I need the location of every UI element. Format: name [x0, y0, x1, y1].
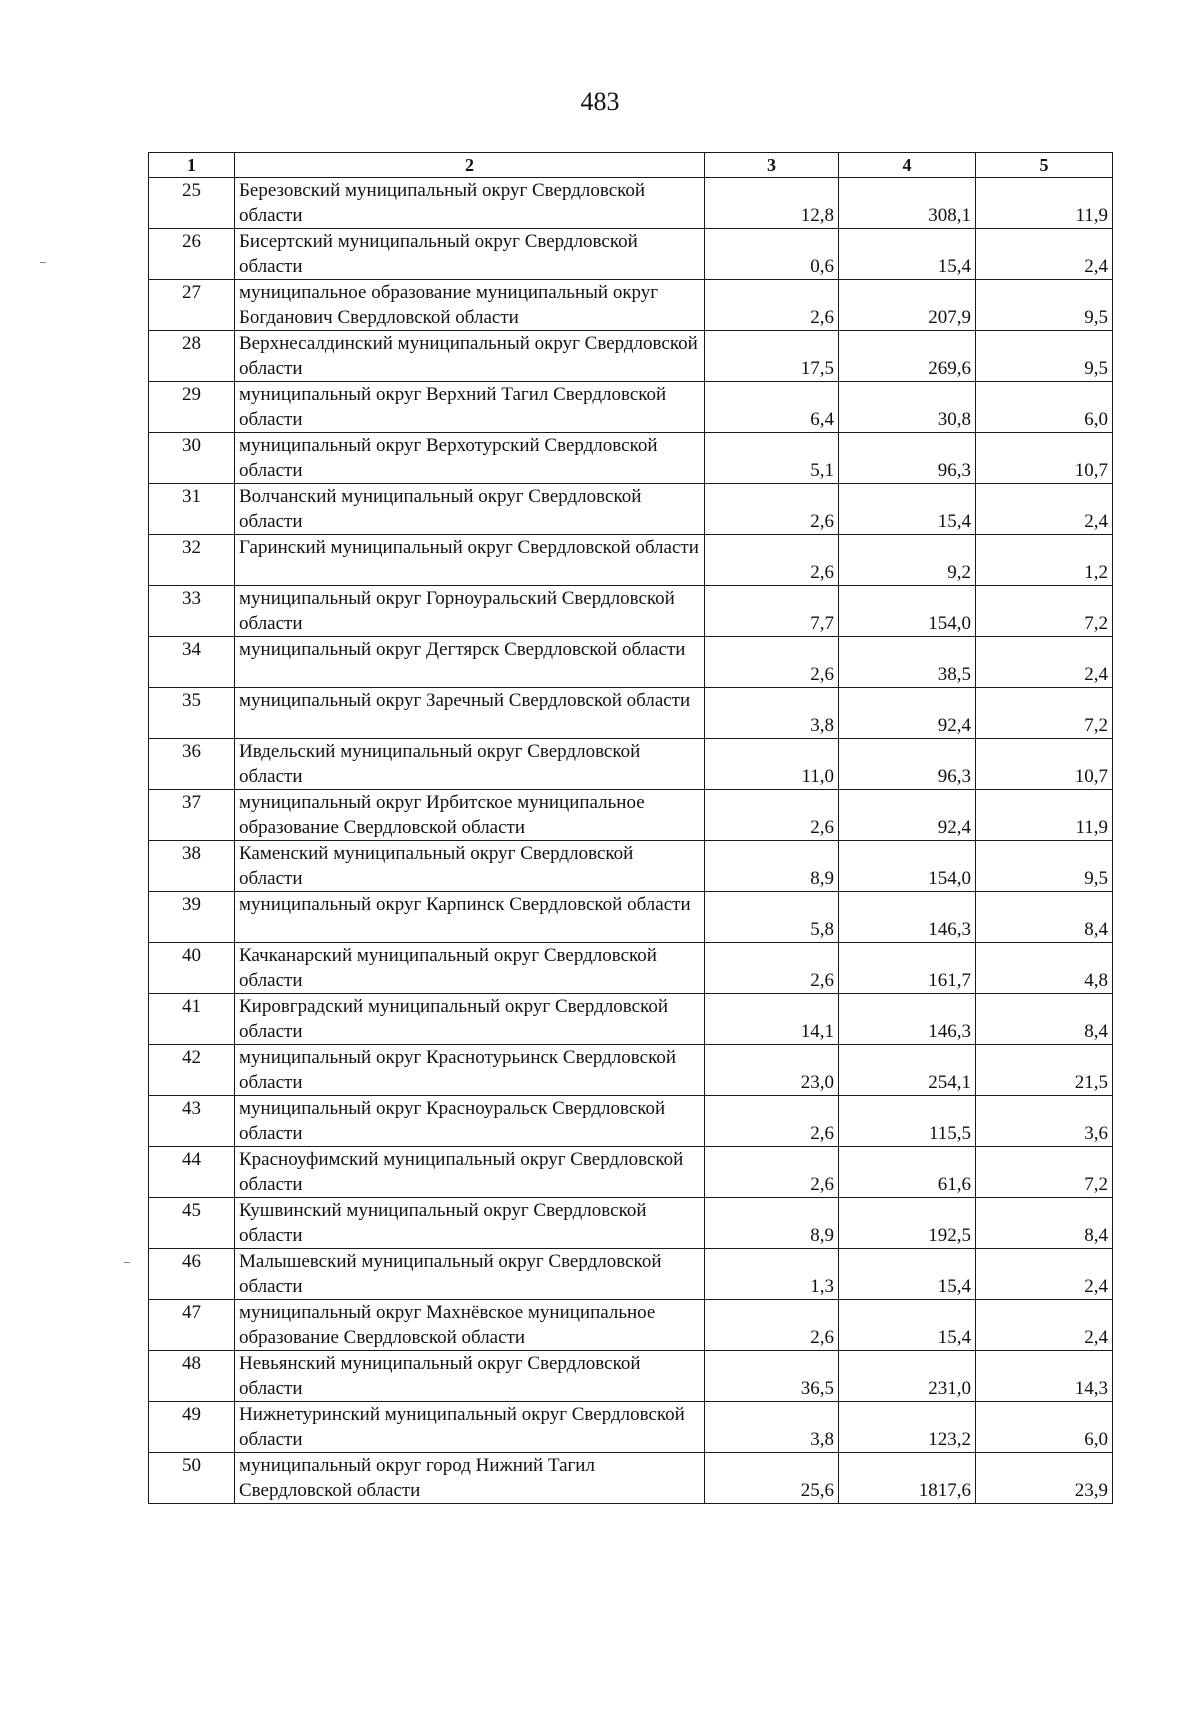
table-row: [149, 841, 1113, 892]
column-4-value-cell: 154,0: [839, 586, 976, 637]
column-4-value-cell: 15,4: [839, 1249, 976, 1300]
table-row: [149, 1453, 1113, 1504]
row-number-cell: 38: [149, 841, 235, 892]
row-number-cell: 41: [149, 994, 235, 1045]
scan-mark: [124, 1262, 130, 1263]
municipality-name-cell: Верхнесалдинский муниципальный округ Свердловской области: [235, 331, 705, 382]
column-4-value-cell: 146,3: [839, 994, 976, 1045]
row-number-cell: 34: [149, 637, 235, 688]
column-3-value-cell: 11,0: [705, 739, 839, 790]
column-5-value-cell: 7,2: [976, 586, 1113, 637]
column-3-value-cell: 7,7: [705, 586, 839, 637]
column-4-value-cell: 146,3: [839, 892, 976, 943]
table-row: [149, 178, 1113, 229]
row-number-cell: 27: [149, 280, 235, 331]
column-4-value-cell: 9,2: [839, 535, 976, 586]
municipality-name-cell: Качканарский муниципальный округ Свердловской области: [235, 943, 705, 994]
table-row: [149, 1300, 1113, 1351]
row-number-cell: 49: [149, 1402, 235, 1453]
column-header: 1: [149, 153, 235, 178]
row-number-cell: 42: [149, 1045, 235, 1096]
column-5-value-cell: 2,4: [976, 1249, 1113, 1300]
column-5-value-cell: 6,0: [976, 1402, 1113, 1453]
column-3-value-cell: 2,6: [705, 1300, 839, 1351]
column-4-value-cell: 161,7: [839, 943, 976, 994]
data-table: [148, 152, 1113, 1504]
municipality-name-cell: муниципальный округ Красноуральск Свердловской области: [235, 1096, 705, 1147]
column-5-value-cell: 14,3: [976, 1351, 1113, 1402]
column-3-value-cell: 2,6: [705, 280, 839, 331]
column-3-value-cell: 23,0: [705, 1045, 839, 1096]
column-5-value-cell: 7,2: [976, 688, 1113, 739]
column-3-value-cell: 8,9: [705, 1198, 839, 1249]
column-4-value-cell: 15,4: [839, 484, 976, 535]
municipality-name-cell: муниципальный округ Заречный Свердловской области: [235, 688, 705, 739]
column-3-value-cell: 1,3: [705, 1249, 839, 1300]
column-4-value-cell: 115,5: [839, 1096, 976, 1147]
municipality-name-cell: Ивдельский муниципальный округ Свердловской области: [235, 739, 705, 790]
header-row: [149, 153, 1113, 178]
municipality-name-cell: Красноуфимский муниципальный округ Свердловской области: [235, 1147, 705, 1198]
column-5-value-cell: 8,4: [976, 1198, 1113, 1249]
row-number-cell: 26: [149, 229, 235, 280]
row-number-cell: 25: [149, 178, 235, 229]
row-number-cell: 36: [149, 739, 235, 790]
municipality-name-cell: муниципальный округ Ирбитское муниципальное образование Свердловской области: [235, 790, 705, 841]
column-3-value-cell: 17,5: [705, 331, 839, 382]
column-5-value-cell: 2,4: [976, 484, 1113, 535]
column-3-value-cell: 12,8: [705, 178, 839, 229]
municipality-name-cell: Кушвинский муниципальный округ Свердловской области: [235, 1198, 705, 1249]
column-5-value-cell: 8,4: [976, 892, 1113, 943]
row-number-cell: 43: [149, 1096, 235, 1147]
municipality-name-cell: муниципальный округ Дегтярск Свердловской области: [235, 637, 705, 688]
column-5-value-cell: 2,4: [976, 1300, 1113, 1351]
column-3-value-cell: 3,8: [705, 688, 839, 739]
table-row: [149, 994, 1113, 1045]
column-3-value-cell: 2,6: [705, 535, 839, 586]
table-row: [149, 484, 1113, 535]
table-row: [149, 1249, 1113, 1300]
column-4-value-cell: 154,0: [839, 841, 976, 892]
column-3-value-cell: 8,9: [705, 841, 839, 892]
row-number-cell: 45: [149, 1198, 235, 1249]
row-number-cell: 39: [149, 892, 235, 943]
row-number-cell: 37: [149, 790, 235, 841]
column-4-value-cell: 61,6: [839, 1147, 976, 1198]
municipality-name-cell: муниципальный округ Краснотурьинск Свердловской области: [235, 1045, 705, 1096]
row-number-cell: 32: [149, 535, 235, 586]
table-row: [149, 688, 1113, 739]
column-3-value-cell: 2,6: [705, 1096, 839, 1147]
table-row: [149, 1198, 1113, 1249]
row-number-cell: 29: [149, 382, 235, 433]
column-5-value-cell: 10,7: [976, 433, 1113, 484]
column-4-value-cell: 231,0: [839, 1351, 976, 1402]
column-5-value-cell: 2,4: [976, 637, 1113, 688]
table-row: [149, 586, 1113, 637]
column-4-value-cell: 15,4: [839, 229, 976, 280]
column-5-value-cell: 4,8: [976, 943, 1113, 994]
table-row: [149, 1045, 1113, 1096]
municipality-name-cell: Каменский муниципальный округ Свердловской области: [235, 841, 705, 892]
column-4-value-cell: 254,1: [839, 1045, 976, 1096]
column-5-value-cell: 3,6: [976, 1096, 1113, 1147]
column-5-value-cell: 8,4: [976, 994, 1113, 1045]
municipality-name-cell: Березовский муниципальный округ Свердловской области: [235, 178, 705, 229]
table-row: [149, 637, 1113, 688]
column-3-value-cell: 14,1: [705, 994, 839, 1045]
column-4-value-cell: 92,4: [839, 790, 976, 841]
municipality-name-cell: муниципальный округ Махнёвское муниципальное образование Свердловской области: [235, 1300, 705, 1351]
municipality-name-cell: Бисертский муниципальный округ Свердловской области: [235, 229, 705, 280]
column-5-value-cell: 9,5: [976, 841, 1113, 892]
column-3-value-cell: 25,6: [705, 1453, 839, 1504]
row-number-cell: 50: [149, 1453, 235, 1504]
column-4-value-cell: 92,4: [839, 688, 976, 739]
column-3-value-cell: 36,5: [705, 1351, 839, 1402]
row-number-cell: 33: [149, 586, 235, 637]
column-5-value-cell: 9,5: [976, 280, 1113, 331]
column-3-value-cell: 2,6: [705, 637, 839, 688]
column-3-value-cell: 0,6: [705, 229, 839, 280]
column-3-value-cell: 2,6: [705, 1147, 839, 1198]
column-4-value-cell: 269,6: [839, 331, 976, 382]
table-row: [149, 1351, 1113, 1402]
row-number-cell: 40: [149, 943, 235, 994]
municipality-name-cell: муниципальный округ Горноуральский Свердловской области: [235, 586, 705, 637]
row-number-cell: 31: [149, 484, 235, 535]
column-4-value-cell: 308,1: [839, 178, 976, 229]
row-number-cell: 47: [149, 1300, 235, 1351]
column-4-value-cell: 192,5: [839, 1198, 976, 1249]
table-body: [149, 178, 1113, 1504]
column-header: 2: [235, 153, 705, 178]
row-number-cell: 30: [149, 433, 235, 484]
column-4-value-cell: 15,4: [839, 1300, 976, 1351]
municipality-name-cell: муниципальное образование муниципальный округ Богданович Свердловской области: [235, 280, 705, 331]
column-5-value-cell: 10,7: [976, 739, 1113, 790]
column-5-value-cell: 11,9: [976, 178, 1113, 229]
column-4-value-cell: 96,3: [839, 433, 976, 484]
column-header: 3: [705, 153, 839, 178]
column-4-value-cell: 30,8: [839, 382, 976, 433]
table-row: [149, 280, 1113, 331]
row-number-cell: 48: [149, 1351, 235, 1402]
column-5-value-cell: 21,5: [976, 1045, 1113, 1096]
column-5-value-cell: 7,2: [976, 1147, 1113, 1198]
row-number-cell: 46: [149, 1249, 235, 1300]
row-number-cell: 35: [149, 688, 235, 739]
column-3-value-cell: 5,8: [705, 892, 839, 943]
column-3-value-cell: 5,1: [705, 433, 839, 484]
municipality-name-cell: муниципальный округ город Нижний Тагил Свердловской области: [235, 1453, 705, 1504]
table-row: [149, 892, 1113, 943]
table-row: [149, 1402, 1113, 1453]
column-4-value-cell: 1817,6: [839, 1453, 976, 1504]
column-5-value-cell: 1,2: [976, 535, 1113, 586]
table-row: [149, 331, 1113, 382]
row-number-cell: 28: [149, 331, 235, 382]
municipality-name-cell: Кировградский муниципальный округ Свердловской области: [235, 994, 705, 1045]
column-4-value-cell: 38,5: [839, 637, 976, 688]
scan-mark: [40, 262, 46, 263]
table-row: [149, 1096, 1113, 1147]
column-4-value-cell: 123,2: [839, 1402, 976, 1453]
column-5-value-cell: 2,4: [976, 229, 1113, 280]
table-row: [149, 790, 1113, 841]
row-number-cell: 44: [149, 1147, 235, 1198]
table-row: [149, 535, 1113, 586]
column-5-value-cell: 9,5: [976, 331, 1113, 382]
table-row: [149, 739, 1113, 790]
column-5-value-cell: 23,9: [976, 1453, 1113, 1504]
municipality-name-cell: Невьянский муниципальный округ Свердловской области: [235, 1351, 705, 1402]
column-5-value-cell: 11,9: [976, 790, 1113, 841]
municipality-name-cell: Нижнетуринский муниципальный округ Свердловской области: [235, 1402, 705, 1453]
column-3-value-cell: 3,8: [705, 1402, 839, 1453]
table-row: [149, 1147, 1113, 1198]
page-number: 483: [580, 87, 620, 116]
municipality-name-cell: муниципальный округ Карпинск Свердловской области: [235, 892, 705, 943]
municipality-name-cell: Гаринский муниципальный округ Свердловской области: [235, 535, 705, 586]
column-3-value-cell: 2,6: [705, 943, 839, 994]
column-4-value-cell: 96,3: [839, 739, 976, 790]
column-header: 5: [976, 153, 1113, 178]
column-3-value-cell: 2,6: [705, 484, 839, 535]
table-row: [149, 229, 1113, 280]
column-3-value-cell: 2,6: [705, 790, 839, 841]
municipality-name-cell: Волчанский муниципальный округ Свердловской области: [235, 484, 705, 535]
table-row: [149, 433, 1113, 484]
table-row: [149, 943, 1113, 994]
column-3-value-cell: 6,4: [705, 382, 839, 433]
column-4-value-cell: 207,9: [839, 280, 976, 331]
municipality-name-cell: муниципальный округ Верхний Тагил Свердловской области: [235, 382, 705, 433]
column-5-value-cell: 6,0: [976, 382, 1113, 433]
column-header: 4: [839, 153, 976, 178]
municipality-name-cell: муниципальный округ Верхотурский Свердловской области: [235, 433, 705, 484]
table-row: [149, 382, 1113, 433]
municipality-name-cell: Малышевский муниципальный округ Свердловской области: [235, 1249, 705, 1300]
